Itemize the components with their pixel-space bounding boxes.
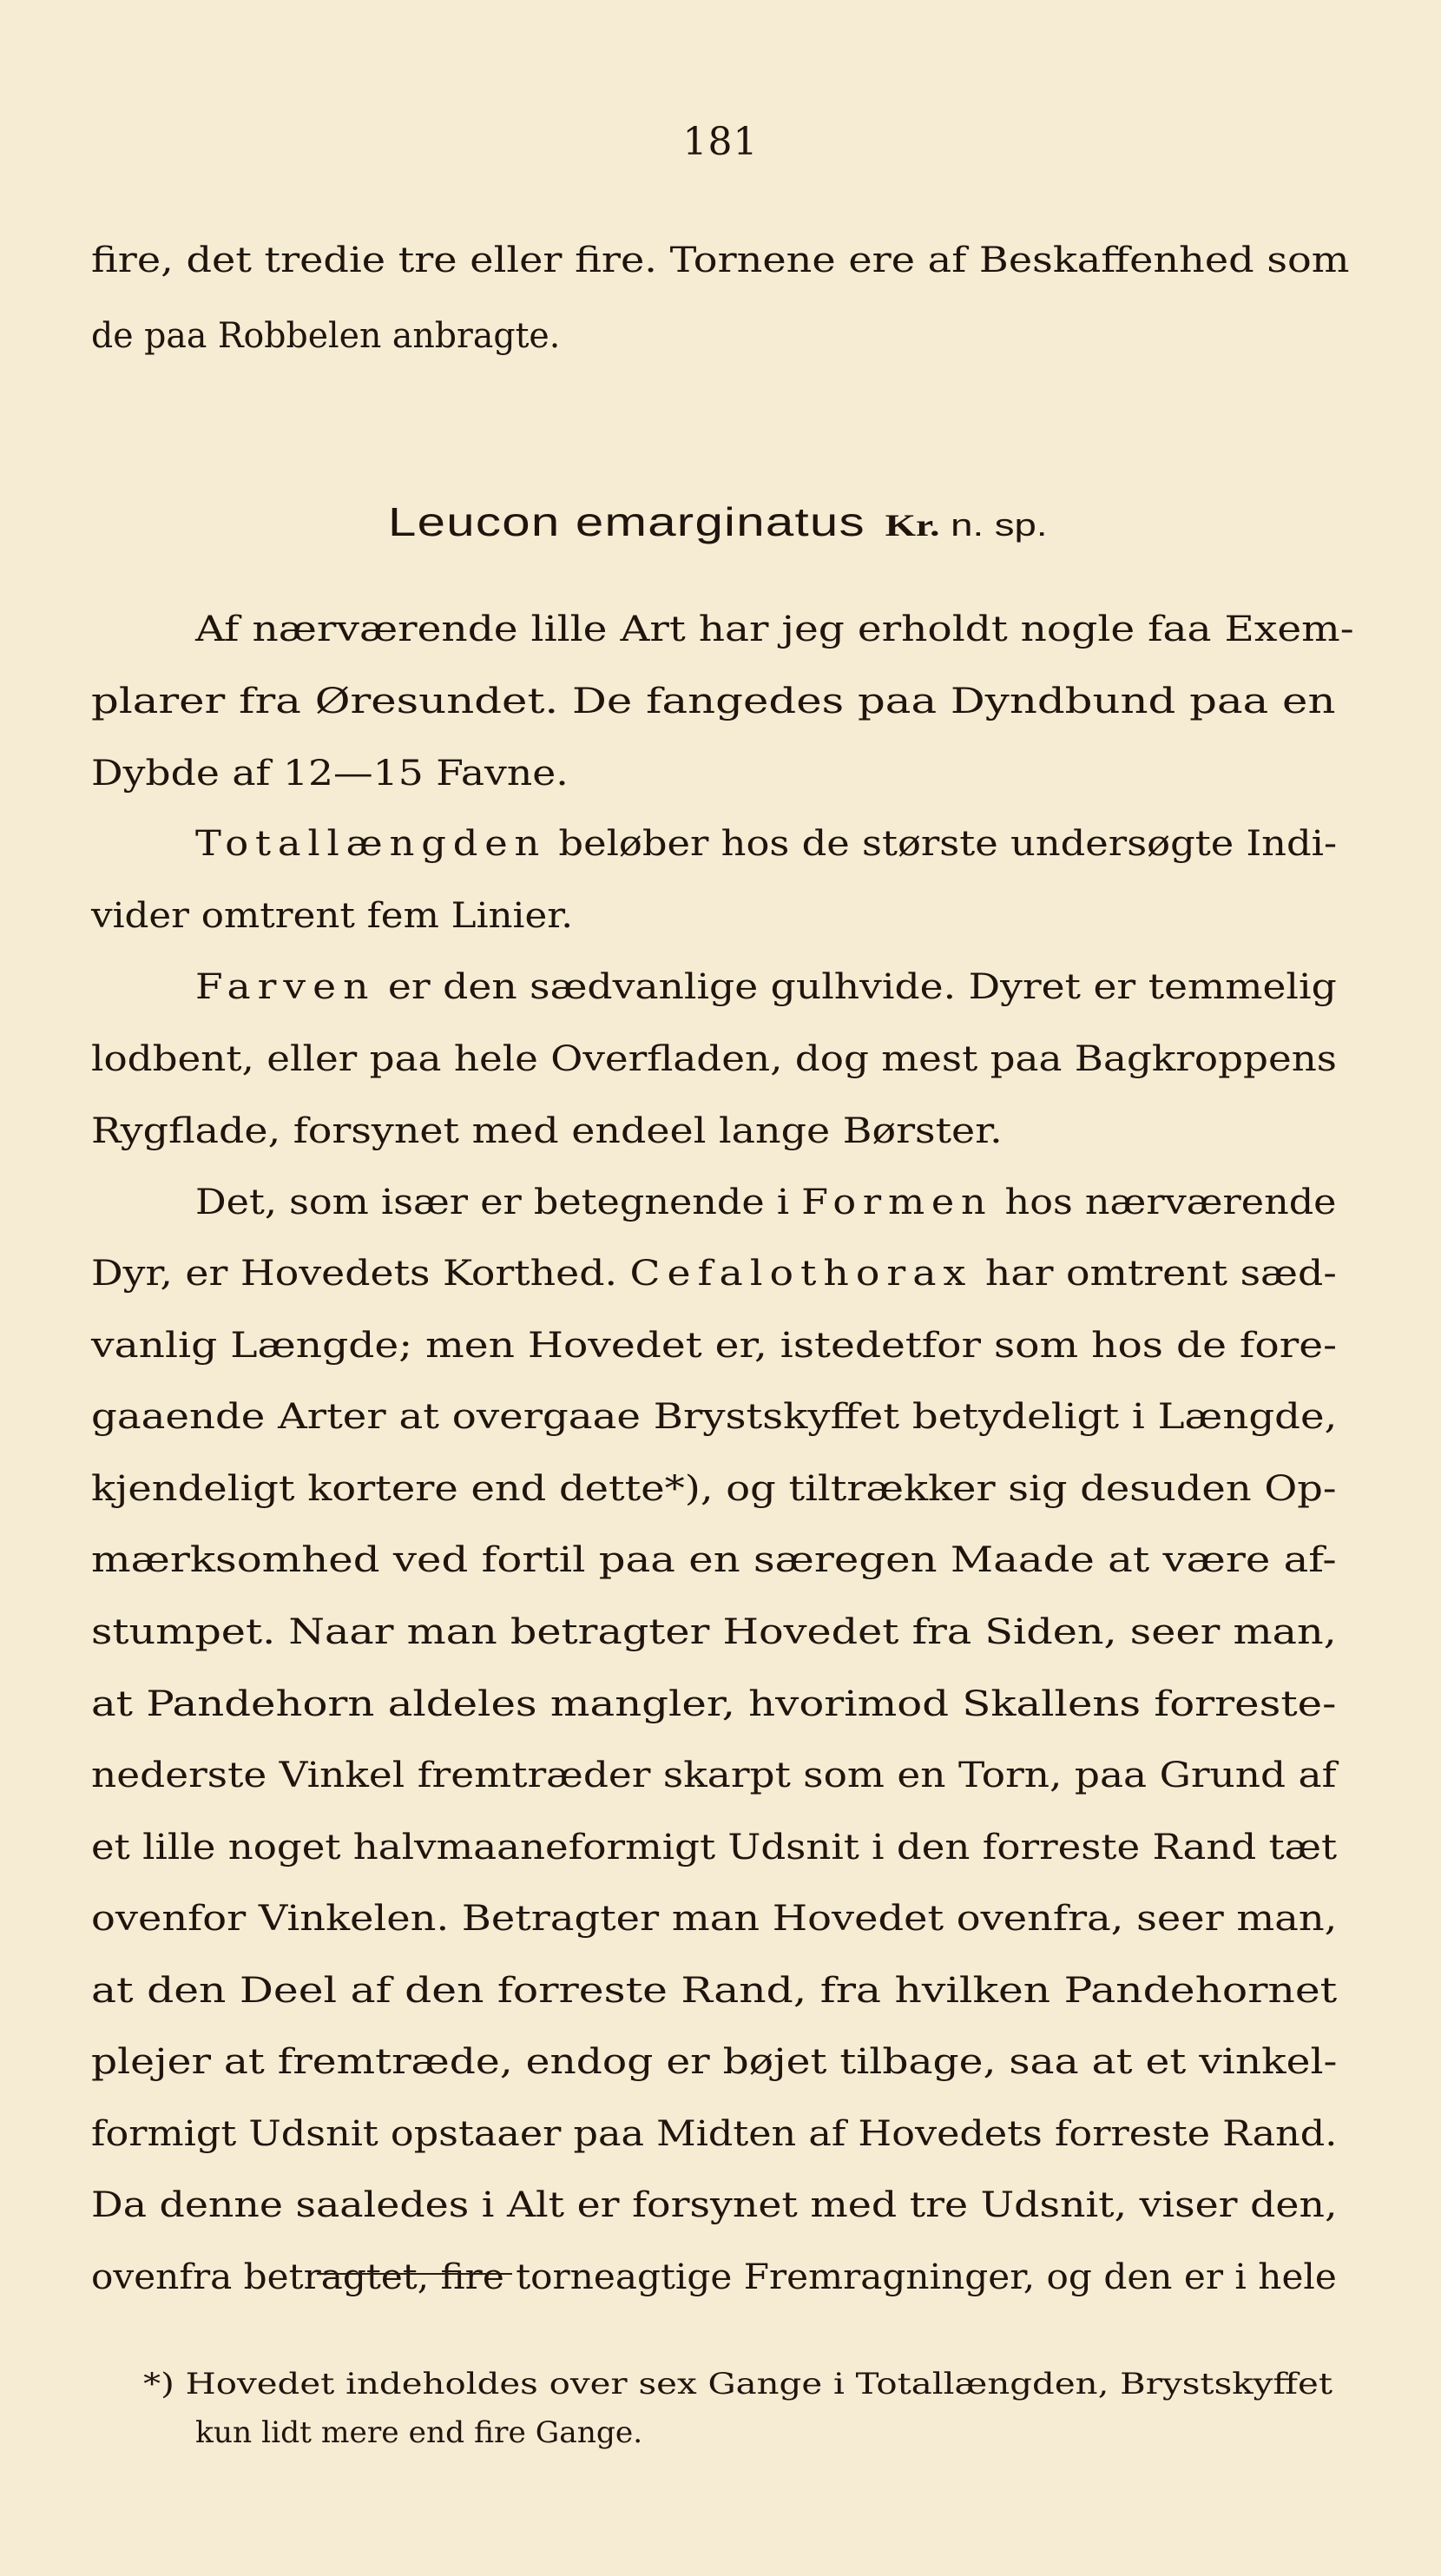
para3-line-1-text: er den sædvanlige gulhvide. Dyret er temmelig: [375, 967, 1337, 1007]
cefalothorax-term: Cefalothorax: [629, 1254, 973, 1294]
para4-line-10: et lille noget halvmaaneformigt Udsnit i den forreste Rand tæt: [91, 1828, 1338, 1868]
para1-line-2: plarer fra Øresundet. De fangedes paa Dyndbund paa en: [91, 682, 1336, 721]
form-term: Formen: [801, 1183, 993, 1222]
para4-line-2-c: har omtrent sæd-: [972, 1254, 1337, 1294]
colour-term: Farven: [195, 967, 376, 1007]
para4-line-1-c: hos nærværende: [992, 1183, 1337, 1222]
para3-line-2: lodbent, eller paa hele Overfladen, dog mest paa Bagkroppens: [91, 1039, 1338, 1079]
para4-line-5: kjendeligt kortere end dette*), og tiltrækker sig desuden Op-: [91, 1469, 1337, 1509]
para4-line-11: ovenfor Vinkelen. Betragter man Hovedet ovenfra, seer man,: [91, 1899, 1338, 1939]
species-suffix: n. sp.: [951, 507, 1048, 543]
intro-line-2: de paa Robbelen anbragte.: [91, 316, 561, 356]
species-author: Kr.: [885, 508, 940, 543]
para4-line-8: at Pandehorn aldeles mangler, hvorimod Skallens forreste-: [91, 1684, 1337, 1724]
para2-line-1: [195, 822, 1337, 866]
total-length-term: Totallængden: [195, 824, 547, 864]
para4-line-14: formigt Udsnit opstaaer paa Midten af Hovedets forreste Rand.: [91, 2114, 1338, 2154]
para4-line-15: Da denne saaledes i Alt er forsynet med tre Udsnit, viser den,: [91, 2185, 1338, 2225]
footnote-line-2: kun lidt mere end fire Gange.: [195, 2415, 643, 2450]
para4-line-4: gaaende Arter at overgaae Brystskyffet betydeligt i Længde,: [91, 1397, 1338, 1437]
para3-line-1: [195, 965, 1337, 1009]
para4-line-2-a: Dyr, er Hovedets Korthed.: [91, 1254, 618, 1294]
para4-line-3: vanlig Længde; men Hovedet er, istedetfor som hos de fore-: [91, 1326, 1337, 1366]
footnote-divider: [317, 2273, 512, 2275]
para4-line-13: plejer at fremtræde, endog er bøjet tilbage, saa at et vinkel-: [91, 2042, 1338, 2082]
para1-line-1: Af nærværende lille Art har jeg erholdt nogle faa Exem-: [195, 609, 1354, 649]
page-number: 181: [682, 120, 759, 164]
para4-line-16: ovenfra betragtet, fire torneagtige Fremragninger, og den er i hele: [91, 2257, 1337, 2297]
para4-line-12: at den Deel af den forreste Rand, fra hvilken Pandehornet: [91, 1971, 1338, 2011]
footnote-line-1: *) Hovedet indeholdes over sex Gange i Totallængden, Brystskyffet: [143, 2367, 1332, 2401]
para2-line-2: vider omtrent fem Linier.: [91, 896, 574, 936]
para4-line-9: nederste Vinkel fremtræder skarpt som en Torn, paa Grund af: [91, 1756, 1337, 1795]
para3-line-3: Rygflade, forsynet med endeel lange Børster.: [91, 1111, 1003, 1151]
para1-line-3: Dybde af 12—15 Favne.: [91, 754, 569, 794]
para4-line-1-a: Det, som især er betegnende i: [195, 1183, 802, 1222]
para4-line-7: stumpet. Naar man betragter Hovedet fra Siden, seer man,: [91, 1612, 1337, 1652]
para4-line-1: [195, 1181, 1336, 1224]
species-title: Leucon emarginatus: [388, 499, 865, 544]
para4-line-2: [91, 1252, 1337, 1295]
intro-line-1: fire, det tredie tre eller fire. Tornene ere af Beskaffenhed som: [91, 240, 1350, 280]
para2-line-1-text: beløber hos de største undersøgte Indi-: [546, 824, 1338, 864]
para4-line-6: mærksomhed ved fortil paa en særegen Maade at være af-: [91, 1540, 1337, 1580]
species-heading: [388, 500, 1047, 547]
